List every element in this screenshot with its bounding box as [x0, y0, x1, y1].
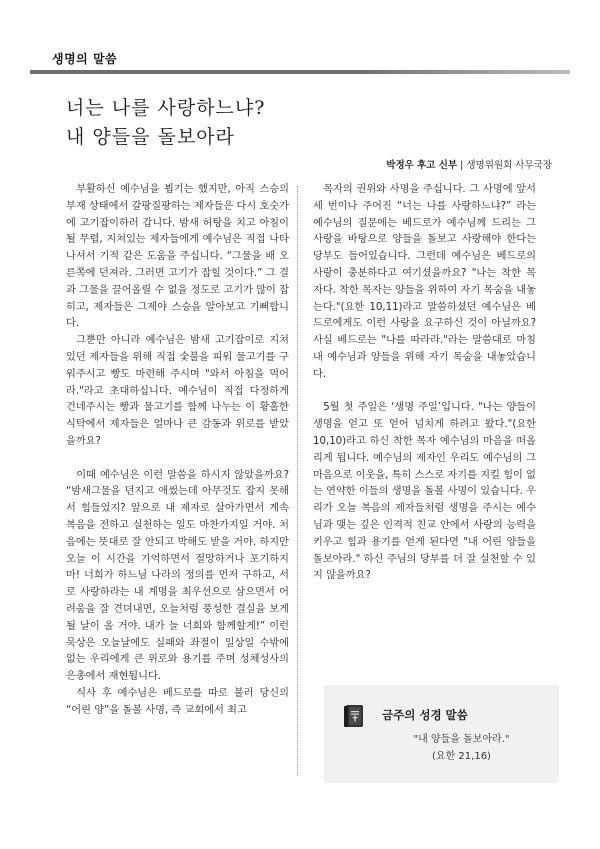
- verse-box-title: 금주의 성경 말씀: [382, 708, 468, 722]
- article-right-column: [313, 182, 536, 585]
- paragraph: 그뿐만 아니라 예수님은 밤새 고기잡이로 지쳐있던 제자들을 위해 직접 숯불을 피워 물고기를 구워주시고 빵도 마련해 주시며 "와서 아침을 먹어라."라고 초대하십니다. 예수님이 직접 다정하게 건네주시는 빵과 물고기를 함께 나누는 이 황홀한 식탁에서 제자들은 얼마나 큰 감동과 위로를 받았을까요?: [66, 335, 289, 447]
- section-label: 생명의 말씀: [52, 52, 118, 66]
- page-title-line-2: 내 양들을 돌보아라: [66, 126, 235, 148]
- paragraph: 부활하신 예수님을 뵙기는 했지만, 아직 스승의 부재 상태에서 갈팡질팡하는 제자들은 다시 호숫가에 고기잡이하러 갑니다. 밤새 허탕을 치고 아침이 될 무렵, 지쳐있는 제자들에게 예수님은 직접 나타나셔서 기적 같은 도움을 주십니다. “그물을 배 오른쪽에 던져라. 그러면 고기가 잡힐 것이다.” 그 결과 그물을 끌어올릴 수 없을 정도로 고기가 많이 잡히고, 제자들은 그제야 스승을 알아보고 기뻐합니다.: [66, 184, 289, 330]
- paragraph: 이때 예수님은 이런 말씀을 하시지 않았을까요? “밤새그물을 던지고 애썼는데 아무것도 잡지 못해서 힘들었지? 앞으로 내 제자로 살아가면서 계속 복음을 전하고 실천하는 일도 마찬가지일 거야. 처음에는 뜻대로 잘 안되고 박해도 받을 거야. 하지만 오늘 이 시간을 기억하면서 절망하거나 포기하지 마! 너희가 하느님 나라의 정의를 먼저 구하고, 서로 사랑하라는 내 계명을 최우선으로 삼으면서 어려움을 잘 견뎌내면, 오늘처럼 풍성한 결실을 보게 될 날이 올 거야. 내가 늘 너희와 함께할게!” 이런 묵상은 오늘날에도 실패와 좌절이 일상일 수밖에 없는 우리에게 큰 위로와 용기를 주며 성체성사의 은총에서 재현됩니다.: [66, 469, 289, 683]
- verse-text: "내 양들을 돌보아라.": [413, 734, 510, 745]
- paragraph: 목자의 권위와 사명을 주십니다. 그 사명에 앞서 세 번이나 주어진 “너는 나를 사랑하느냐?” 라는 예수님의 질문에는 베드로가 예수님께 드리는 그 사랑을 바탕으로 양들을 돌보고 사랑해야 한다는 당부도 들어있습니다. 그런데 예수님은 베드로의 사랑이 충분하다고 여기셨을까요? "나는 착한 목자다. 착한 목자는 양들을 위하여 자기 목숨을 내놓는다."(요한 10,11)라고 말씀하셨던 예수님은 베드로에게도 이런 사랑을 요구하신 것이 아닐까요? 사실 베드로는 "나를 따라라."라는 말씀대로 마침내 예수님과 양들을 위해 자기 목숨을 내놓았습니다.: [313, 184, 536, 380]
- weekly-verse-box: [324, 685, 559, 783]
- verse-reference: (요한 21,16): [432, 751, 491, 762]
- author-name: 박정우 후고 신부: [386, 160, 458, 171]
- page-title-line-1: 너는 나를 사랑하느냐?: [66, 97, 266, 119]
- paragraph: 식사 후 예수님은 베드로를 따로 불러 당신의 “어린 양”을 돌볼 사명, 즉 교회에서 최고: [66, 687, 289, 716]
- column-divider: [297, 186, 298, 776]
- bible-icon: [342, 703, 366, 729]
- section-divider: [30, 70, 570, 74]
- byline: [386, 157, 552, 171]
- article-left-column: [66, 182, 289, 720]
- paragraph: 5월 첫 주일은 ‘생명 주일’입니다. "나는 양들이 생명을 얻고 또 얻어 넘치게 하려고 왔다."(요한 10,10)라고 하신 착한 목자 예수님의 마음을 떠올리게 됩니다. 예수님의 제자인 우리도 예수님의 그 마음으로 이웃을, 특히 스스로 자기를 지킬 힘이 없는 연약한 이들의 생명을 돌볼 사명이 있습니다. 우리가 오늘 복음의 제자들처럼 생명을 주시는 예수님과 맺는 깊은 인격적 친교 안에서 사랑의 능력을 키우고 힘과 용기를 얻게 된다면 "내 어린 양들을 돌보아라." 하신 주님의 당부를 더 잘 실천할 수 있지 않을까요?: [313, 402, 536, 582]
- author-affiliation: | 생명위원회 사무국장: [457, 160, 552, 171]
